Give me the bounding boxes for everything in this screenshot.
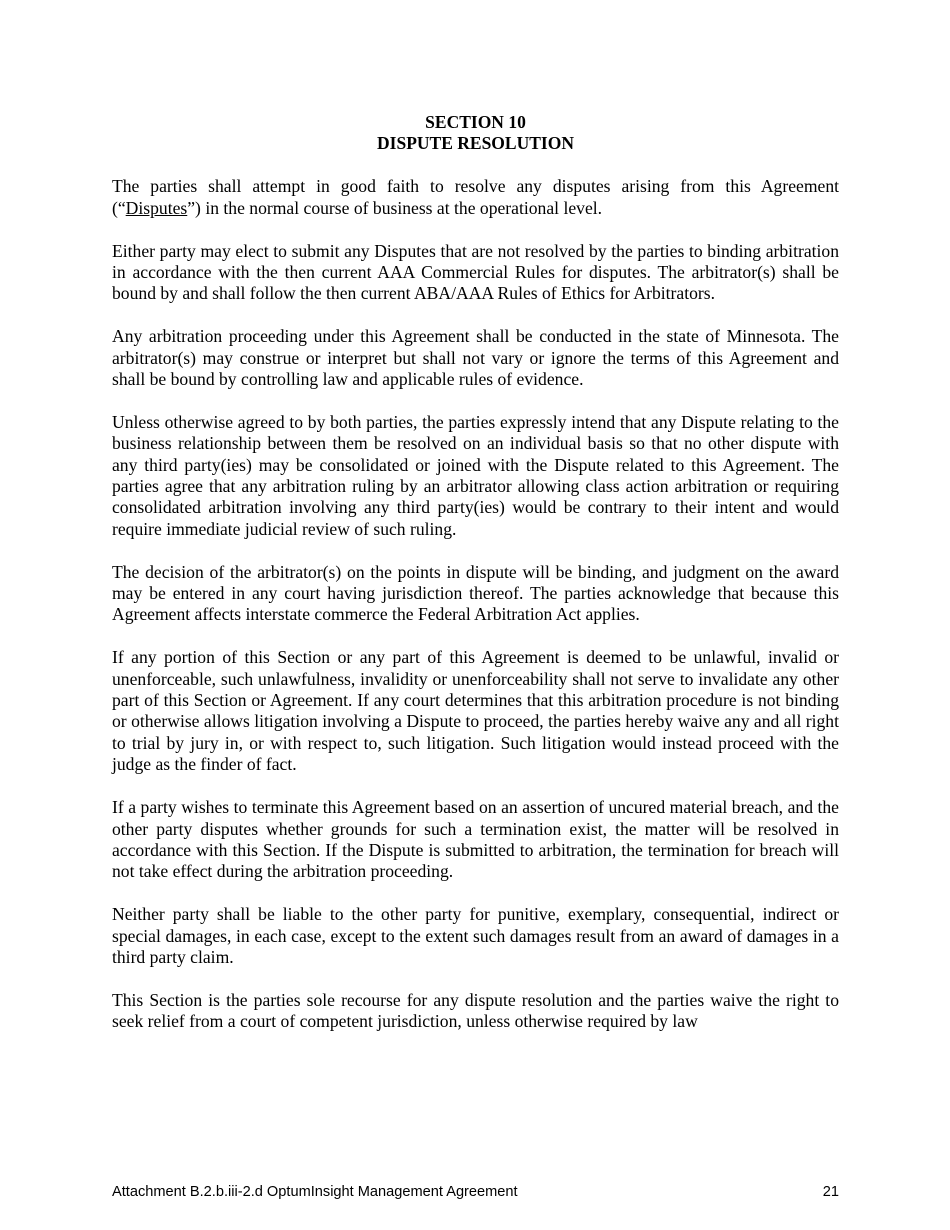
- section-title: DISPUTE RESOLUTION: [377, 133, 574, 154]
- section-number: SECTION 10: [425, 112, 526, 132]
- paragraph-damages-limitation: Neither party shall be liable to the other party for punitive, exemplary, consequential, indirect or special damages, in each case, except to the extent such damages result from an award of damages in a third party claim.: [112, 904, 839, 967]
- document-page: [112, 112, 839, 1054]
- paragraph-text: ”) in the normal course of business at the operational level.: [187, 197, 603, 218]
- footer-page-number: 21: [822, 1184, 839, 1200]
- footer-document-label: Attachment B.2.b.iii-2.d OptumInsight Management Agreement: [112, 1184, 518, 1200]
- defined-term-disputes: Disputes: [125, 197, 188, 218]
- paragraph-sole-recourse: This Section is the parties sole recourse for any dispute resolution and the parties waive the right to seek relief from a court of competent jurisdiction, unless otherwise required by law: [112, 989, 839, 1032]
- paragraph-disputes-definition: [112, 176, 839, 219]
- paragraph-text: The parties shall attempt in good faith to resolve any disputes arising from this Agreement (“: [112, 176, 839, 218]
- paragraph-decision-binding: The decision of the arbitrator(s) on the points in dispute will be binding, and judgment on the award may be entered in any court having jurisdiction thereof. The parties acknowledge that because this Agreement affects interstate commerce the Federal Arbitration Act applies.: [112, 561, 839, 625]
- paragraph-termination-breach: If a party wishes to terminate this Agreement based on an assertion of uncured material breach, and the other party disputes whether grounds for such a termination exist, the matter will be resolved in accordance with this Section. If the Dispute is submitted to arbitration, the termination for breach will not take effect during the arbitration proceeding.: [112, 797, 839, 882]
- paragraph-arbitration-venue: Any arbitration proceeding under this Agreement shall be conducted in the state of Minnesota. The arbitrator(s) may construe or interpret but shall not vary or ignore the terms of this Agreement and shall be bound by controlling law and applicable rules of evidence.: [112, 326, 839, 390]
- paragraph-individual-basis: Unless otherwise agreed to by both parties, the parties expressly intend that any Dispute relating to the business relationship between them be resolved on an individual basis so that no other dispute with any third party(ies) may be consolidated or joined with the Dispute related to this Agreement. The parties agree that any arbitration ruling by an arbitrator allowing class action arbitration or requiring consolidated arbitration involving any third party(ies) would be contrary to their intent and would require immediate judicial review of such ruling.: [112, 411, 839, 539]
- paragraph-severability: If any portion of this Section or any part of this Agreement is deemed to be unlawful, invalid or unenforceable, such unlawfulness, invalidity or unenforceability shall not serve to invalidate any other part of this Section or Agreement. If any court determines that this arbitration procedure is not binding or otherwise allows litigation involving a Dispute to proceed, the parties hereby waive any and all right to trial by jury in, or with respect to, such litigation. Such litigation would instead proceed with the judge as the finder of fact.: [112, 647, 839, 775]
- paragraph-binding-arbitration: Either party may elect to submit any Disputes that are not resolved by the parties to binding arbitration in accordance with the then current AAA Commercial Rules for disputes. The arbitrator(s) shall be bound by and shall follow the then current ABA/AAA Rules of Ethics for Arbitrators.: [112, 240, 839, 304]
